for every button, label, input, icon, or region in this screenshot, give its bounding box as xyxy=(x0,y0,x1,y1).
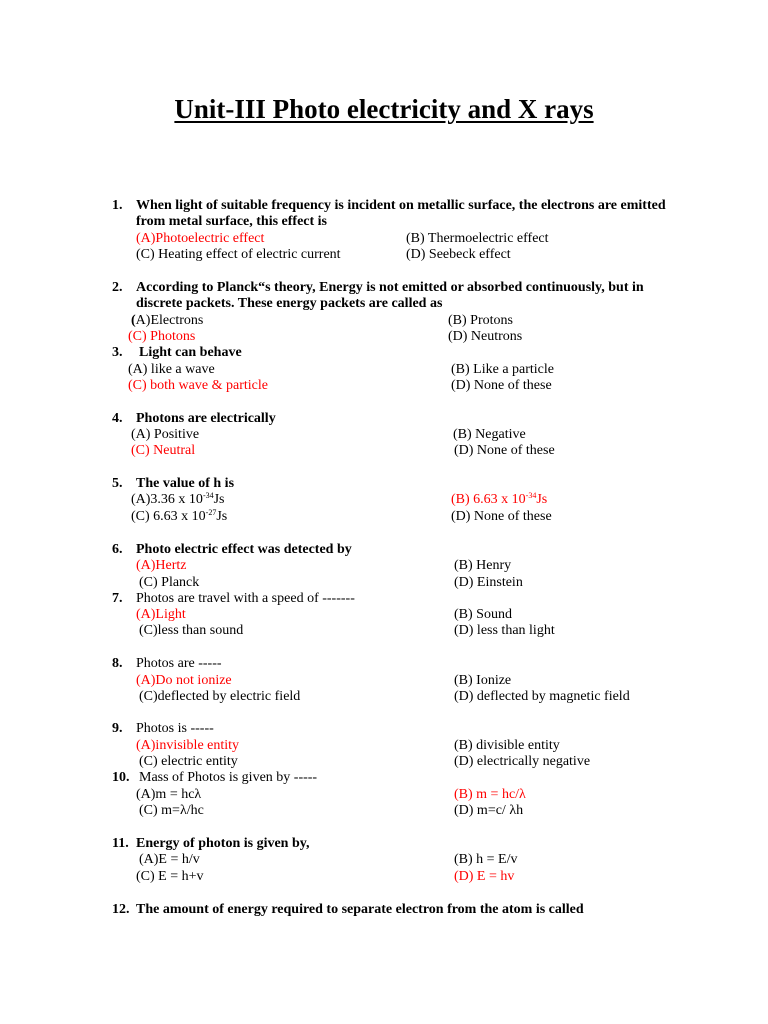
option-c: (C) Planck xyxy=(139,575,200,590)
option-d: (D) None of these xyxy=(451,378,552,393)
question-number: 4. xyxy=(112,411,123,426)
option-a xyxy=(131,492,225,508)
option-d: (D) E = hv xyxy=(454,869,515,884)
option-a: (A)Do not ionize xyxy=(136,673,232,688)
question-number: 1. xyxy=(112,198,123,213)
option-d: (D) m=c/ λh xyxy=(454,803,524,818)
option-d: (D) Einstein xyxy=(454,575,523,590)
option-c-text: (C) 6.63 x 10 xyxy=(131,509,206,524)
option-a: (A)invisible entity xyxy=(136,738,240,753)
option-a xyxy=(131,313,203,329)
option-c: (C) Heating effect of electric current xyxy=(136,247,341,262)
unit: Js xyxy=(216,509,228,524)
option-a: (A) Positive xyxy=(131,427,200,442)
question-text: discrete packets. These energy packets are called as xyxy=(136,296,443,312)
option-c: (C) electric entity xyxy=(139,754,238,769)
option-a: (A)Hertz xyxy=(136,558,187,573)
option-d: (D) Seebeck effect xyxy=(406,247,511,262)
question-number: 5. xyxy=(112,476,123,491)
option-a-paren: ( xyxy=(131,313,136,328)
question-text: Mass of Photos is given by ----- xyxy=(139,770,318,785)
option-a: (A)E = h/v xyxy=(139,852,200,867)
question-text: The amount of energy required to separate electron from the atom is called xyxy=(136,902,584,917)
option-d: (D) deflected by magnetic field xyxy=(454,689,630,704)
option-b: (B) m = hc/λ xyxy=(454,787,526,802)
question-number: 8. xyxy=(112,656,123,671)
option-c: (C) Photons xyxy=(128,329,196,344)
option-a: (A)Photoelectric effect xyxy=(136,231,265,246)
option-c: (C)deflected by electric field xyxy=(139,689,301,704)
option-a: (A)m = hcλ xyxy=(136,787,202,802)
question-text: from metal surface, this effect is xyxy=(136,214,328,230)
question-number: 2. xyxy=(112,280,123,295)
option-d: (D) None of these xyxy=(454,443,555,458)
option-b-text: (B) 6.63 x 10 xyxy=(451,492,526,507)
option-c: (C)less than sound xyxy=(139,623,244,638)
exponent: -27 xyxy=(205,508,217,517)
question-number: 11. xyxy=(112,836,129,851)
option-b: (B) Protons xyxy=(448,313,513,328)
option-d: (D) None of these xyxy=(451,509,552,524)
option-b: (B) divisible entity xyxy=(454,738,560,753)
question-text: Photons are electrically xyxy=(136,411,276,426)
question-number: 12. xyxy=(112,902,130,917)
option-c xyxy=(131,509,227,525)
question-number: 7. xyxy=(112,591,123,606)
option-a-text: (A)3.36 x 10 xyxy=(131,492,203,507)
question-text: Energy of photon is given by, xyxy=(136,836,310,851)
option-a: (A)Light xyxy=(136,607,186,622)
question-number: 6. xyxy=(112,542,123,557)
option-b: (B) Sound xyxy=(454,607,512,622)
exponent: -34 xyxy=(525,491,537,500)
option-b: (B) Negative xyxy=(453,427,526,442)
question-number: 9. xyxy=(112,721,123,736)
question-text: According to Planck“s theory, Energy is not emitted or absorbed continuously, but in xyxy=(136,280,644,295)
option-b: (B) h = E/v xyxy=(454,852,518,867)
option-b xyxy=(451,492,547,508)
option-b: (B) Ionize xyxy=(454,673,512,688)
option-d: (D) electrically negative xyxy=(454,754,591,769)
option-a: (A) like a wave xyxy=(128,362,215,377)
question-number: 3. xyxy=(112,345,123,360)
page-title: Unit-III Photo electricity and X rays xyxy=(174,94,594,124)
option-c: (C) E = h+v xyxy=(136,869,204,884)
question-text: Photos are ----- xyxy=(136,656,222,671)
option-b: (B) Like a particle xyxy=(451,362,555,377)
option-d: (D) less than light xyxy=(454,623,555,638)
option-c: (C) m=λ/hc xyxy=(139,803,204,818)
option-c: (C) both wave & particle xyxy=(128,378,268,393)
option-a-text: A)Electrons xyxy=(135,313,204,328)
option-d: (D) Neutrons xyxy=(448,329,523,344)
question-text: When light of suitable frequency is incident on metallic surface, the electrons are emitted xyxy=(136,198,666,213)
option-b: (B) Thermoelectric effect xyxy=(406,231,549,246)
unit: Js xyxy=(213,492,225,507)
unit: Js xyxy=(536,492,548,507)
question-text: Photos is ----- xyxy=(136,721,214,736)
option-c: (C) Neutral xyxy=(131,443,196,458)
exponent: -34 xyxy=(202,491,214,500)
question-number: 10. xyxy=(112,770,130,785)
option-b: (B) Henry xyxy=(454,558,512,573)
question-text: The value of h is xyxy=(136,476,235,491)
question-text: Photos are travel with a speed of ------- xyxy=(136,591,355,606)
question-text: Light can behave xyxy=(139,345,242,360)
question-text: Photo electric effect was detected by xyxy=(136,542,352,557)
